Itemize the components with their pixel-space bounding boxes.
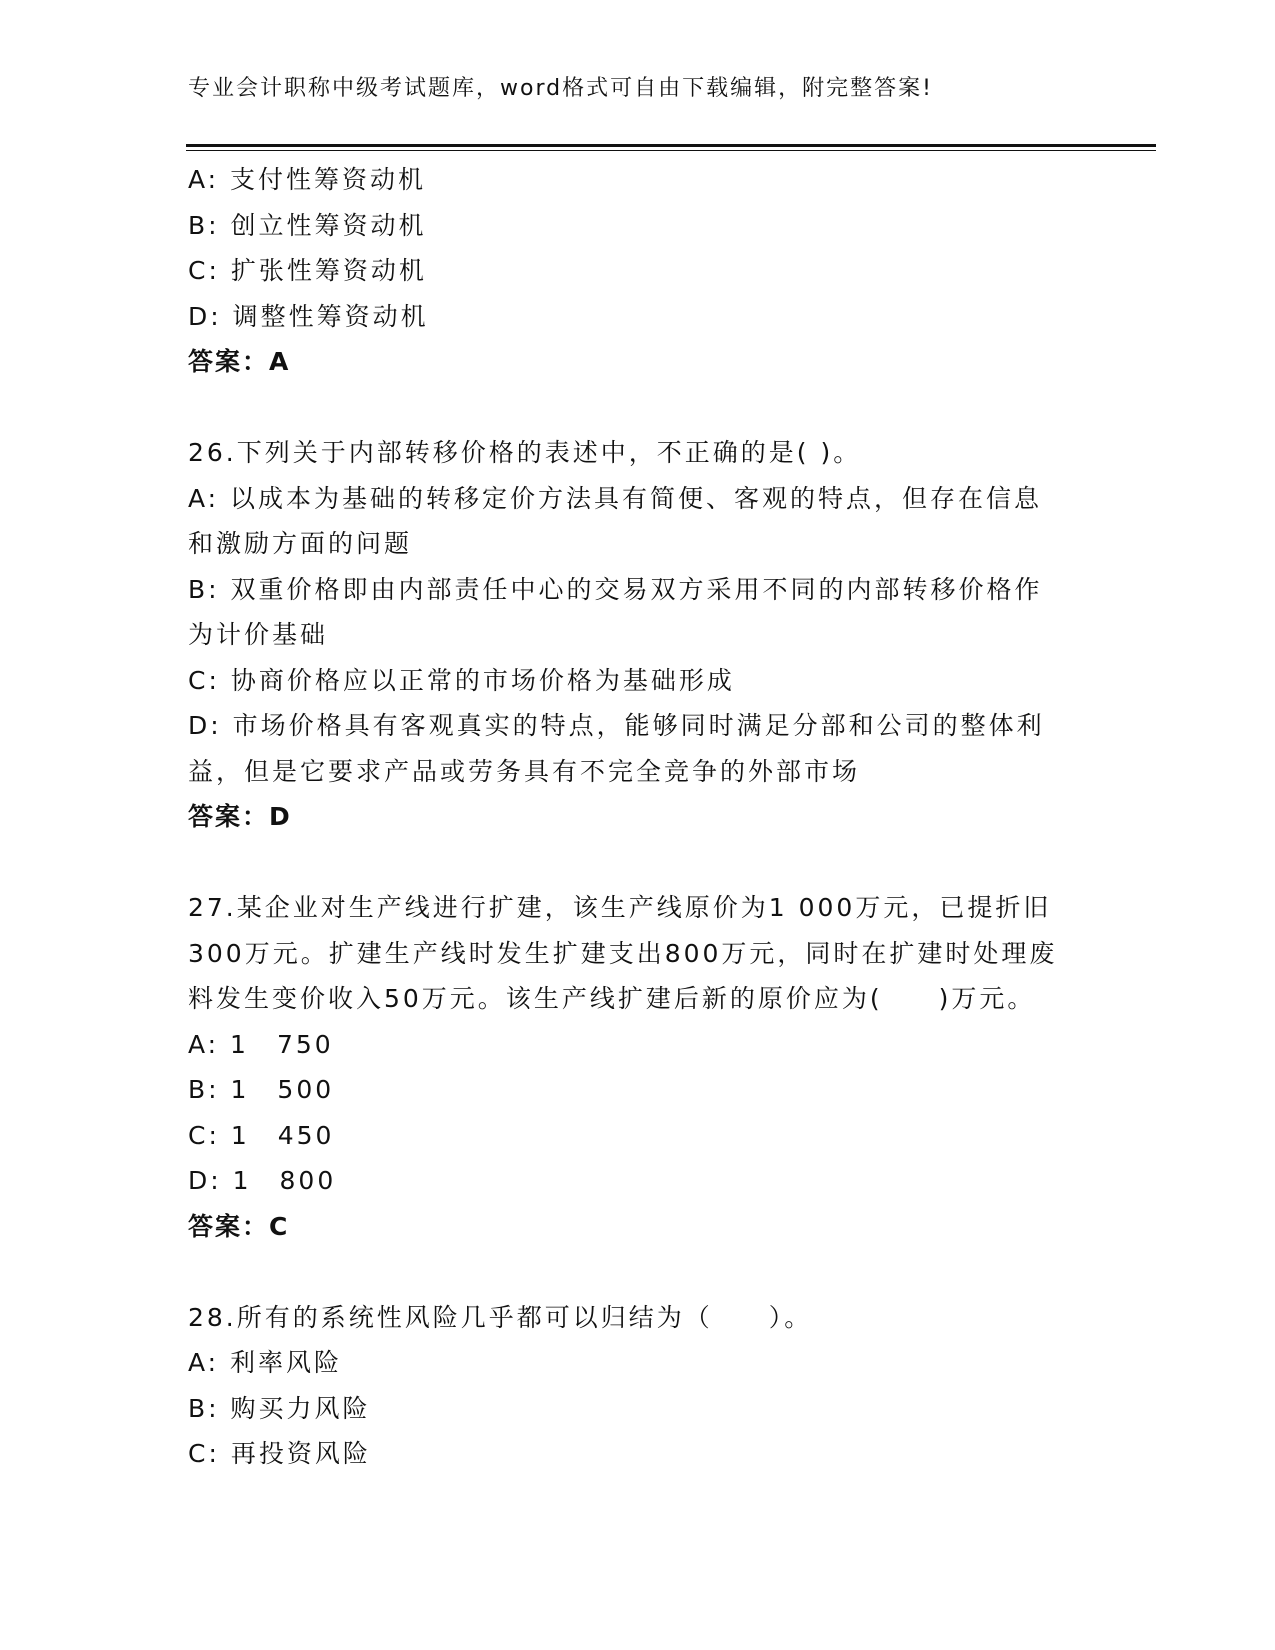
q25-option-d: D: 调整性筹资动机 (188, 301, 429, 331)
q26-option-line: 益，但是它要求产品或劳务具有不完全竞争的外部市场 (188, 756, 861, 786)
spacer (188, 1249, 1128, 1295)
q26-option-line: 和激励方面的问题 (188, 529, 413, 558)
q25-option-a: A: 支付性筹资动机 (188, 165, 427, 194)
q26-option-line: C: 协商价格应以正常的市场价格为基础形成 (188, 665, 735, 695)
q27-stem-line: 料发生变价收入50万元。该生产线扩建后新的原价应为( )万元。 (188, 984, 1036, 1013)
q28-stem: 28.所有的系统性风险几乎都可以归结为（ ）。 (188, 1302, 813, 1332)
q25-option-b: B: 创立性筹资动机 (188, 210, 427, 240)
q25-option-c: C: 扩张性筹资动机 (188, 256, 427, 285)
page-header: 专业会计职称中级考试题库，word格式可自由下载编辑，附完整答案! (188, 76, 933, 101)
q26-answer: 答案：D (188, 802, 292, 831)
q27-answer: 答案：C (188, 1211, 290, 1241)
q27-option-a: A: 1 750 (188, 1029, 334, 1059)
q27-stem-line: 27.某企业对生产线进行扩建，该生产线原价为1 000万元，已提折旧 (188, 893, 1052, 922)
q26-stem: 26.下列关于内部转移价格的表述中，不正确的是( )。 (188, 438, 862, 467)
header-rule-thin (186, 150, 1156, 151)
q26-option-line: D: 市场价格具有客观真实的特点，能够同时满足分部和公司的整体利 (188, 711, 1045, 740)
q26-option-line: 为计价基础 (188, 620, 329, 649)
q27-option-b: B: 1 500 (188, 1075, 335, 1104)
header-rule-thick (186, 144, 1156, 147)
q27-option-c: C: 1 450 (188, 1120, 335, 1150)
q26-option-line: A: 以成本为基础的转移定价方法具有简便、客观的特点，但存在信息 (188, 483, 1043, 513)
spacer (188, 840, 1128, 886)
q27-option-d: D: 1 800 (188, 1166, 337, 1195)
q28-option-b: B: 购买力风险 (188, 1393, 371, 1423)
q25-answer: 答案：A (188, 347, 291, 376)
q27-stem-line: 300万元。扩建生产线时发生扩建支出800万元，同时在扩建时处理废 (188, 938, 1058, 968)
q28-option-c: C: 再投资风险 (188, 1439, 371, 1468)
q26-option-line: B: 双重价格即由内部责任中心的交易双方采用不同的内部转移价格作 (188, 574, 1043, 604)
q28-option-a: A: 利率风险 (188, 1348, 343, 1377)
spacer (188, 385, 1128, 431)
question-content (188, 157, 1128, 1477)
